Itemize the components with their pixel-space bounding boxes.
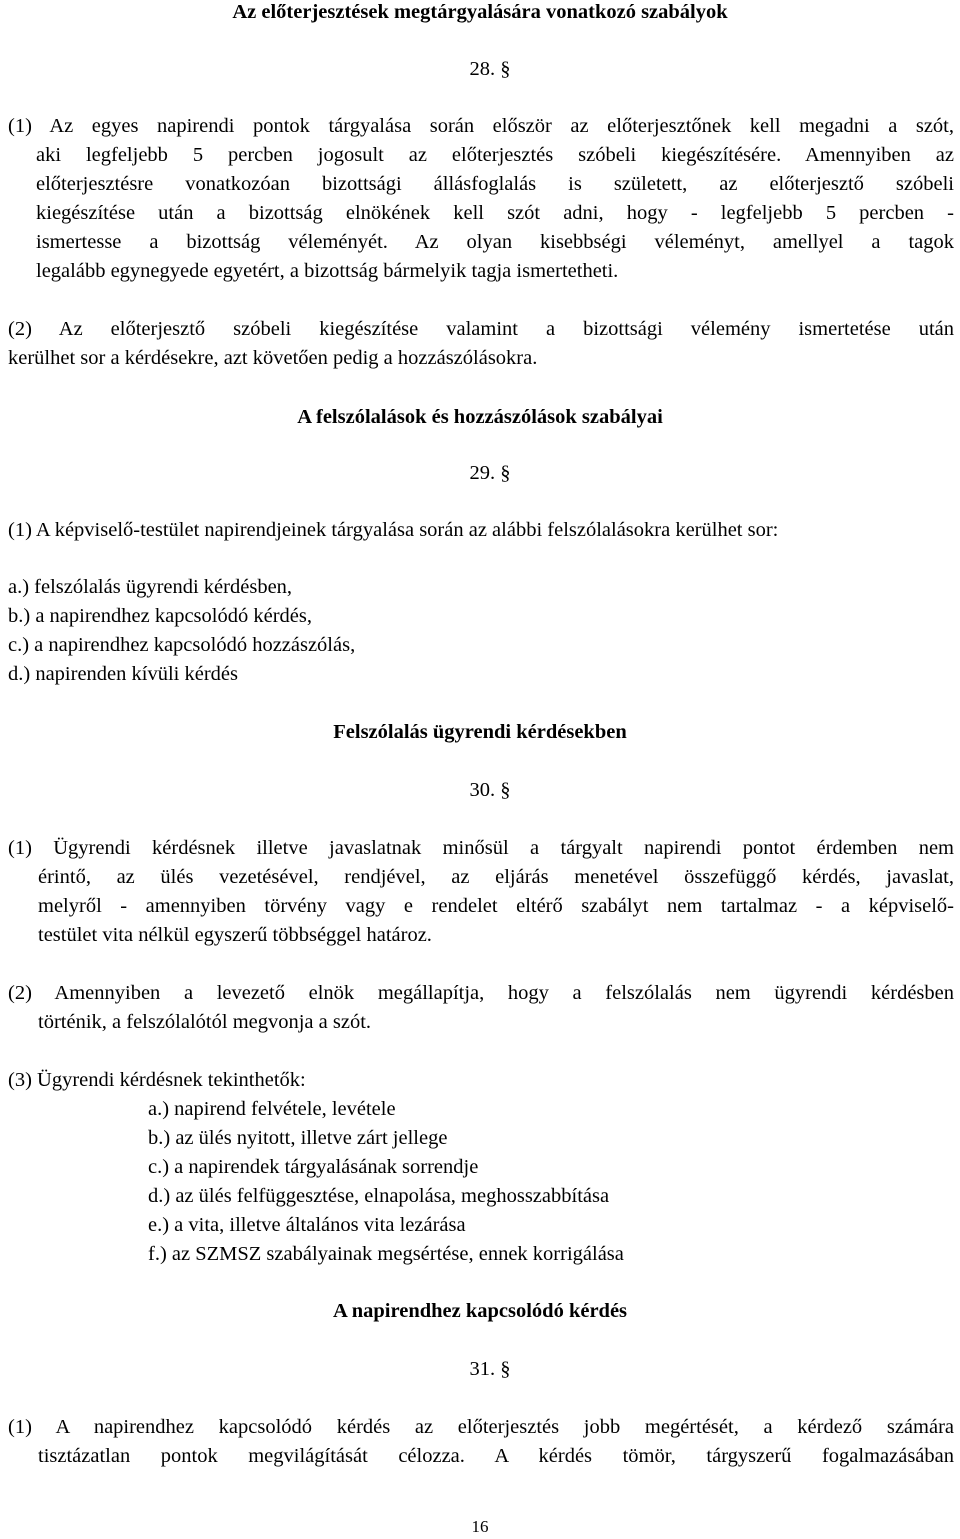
paragraph-line: érintő, az ülés vezetésével, rendjével, az eljárás menetével összefüggő kérdés, javaslat,: [38, 866, 954, 888]
paragraph-line: ismertesse a bizottság véleményét. Az olyan kisebbségi véleményt, amellyel a tagok: [36, 231, 954, 253]
paragraph-line: (2) Amennyiben a levezető elnök megállapítja, hogy a felszólalás nem ügyrendi kérdésben: [8, 982, 954, 1004]
paragraph-line: tisztázatlan pontok megvilágítását célozza. A kérdés tömör, tárgyszerű fogalmazásában: [38, 1445, 954, 1467]
section-29-paragraph-1: (1) A képviselő-testület napirendjeinek tárgyalása során az alábbi felszólalásokra kerülhet sor:: [8, 519, 779, 541]
section-30-paragraph-3: (3) Ügyrendi kérdésnek tekinthetők:: [8, 1069, 306, 1091]
paragraph-line: kiegészítése után a bizottság elnökének kell szót adni, hogy - legfeljebb 5 percben -: [36, 202, 954, 224]
paragraph-line: előterjesztésre vonatkozóan bizottsági állásfoglalás is született, az előterjesztő szóbeli: [36, 173, 954, 195]
list-item: c.) a napirendhez kapcsolódó hozzászólás,: [8, 634, 356, 656]
list-item: b.) a napirendhez kapcsolódó kérdés,: [8, 605, 312, 627]
section-29-title: A felszólalások és hozzászólások szabályai: [297, 406, 663, 428]
list-item: c.) a napirendek tárgyalásának sorrendje: [148, 1156, 479, 1178]
list-item: a.) felszólalás ügyrendi kérdésben,: [8, 576, 293, 598]
list-item: d.) az ülés felfüggesztése, elnapolása, meghosszabbítása: [148, 1185, 610, 1207]
section-28-paragraph-1: [8, 112, 954, 286]
section-30-list: [148, 1095, 624, 1269]
list-item: d.) napirenden kívüli kérdés: [8, 663, 238, 685]
section-31-number: 31. §: [469, 1358, 511, 1380]
section-28-paragraph-2: [8, 315, 954, 373]
paragraph-line: (1) A napirendhez kapcsolódó kérdés az előterjesztés jobb megértését, a kérdező számára: [8, 1416, 954, 1438]
section-30-paragraph-2: [8, 979, 954, 1037]
section-30-paragraph-1: [8, 834, 954, 950]
list-item: a.) napirend felvétele, levétele: [148, 1098, 396, 1120]
paragraph-line: testület vita nélkül egyszerű többséggel határoz.: [38, 924, 432, 946]
section-28-number: 28. §: [469, 58, 511, 80]
paragraph-line: legalább egynegyede egyetért, a bizottság bármelyik tagja ismertetheti.: [36, 260, 619, 282]
page-number: 16: [471, 1517, 489, 1536]
section-29-list: [8, 573, 355, 689]
paragraph-line: aki legfeljebb 5 percben jogosult az előterjesztés szóbeli kiegészítésére. Amennyiben az: [36, 144, 954, 166]
paragraph-line: történik, a felszólalótól megvonja a szót.: [38, 1011, 372, 1033]
list-item: e.) a vita, illetve általános vita lezárása: [148, 1214, 466, 1236]
paragraph-line: (2) Az előterjesztő szóbeli kiegészítése valamint a bizottsági vélemény ismertetése után: [8, 318, 954, 340]
section-28-title: Az előterjesztések megtárgyalására vonatkozó szabályok: [232, 1, 728, 23]
paragraph-line: kerülhet sor a kérdésekre, azt követően pedig a hozzászólásokra.: [8, 347, 538, 369]
paragraph-line: melyről - amennyiben törvény vagy e rendelet eltérő szabályt nem tartalmaz - a képviselő-: [38, 895, 954, 917]
list-item: f.) az SZMSZ szabályainak megsértése, ennek korrigálása: [148, 1243, 624, 1265]
section-30-number: 30. §: [469, 779, 511, 801]
section-29-number: 29. §: [469, 462, 511, 484]
section-31-paragraph-1: [8, 1413, 954, 1471]
paragraph-line: (1) Az egyes napirendi pontok tárgyalása során először az előterjesztőnek kell megadni a szót,: [8, 115, 954, 137]
section-31-title: A napirendhez kapcsolódó kérdés: [332, 1300, 628, 1322]
list-item: b.) az ülés nyitott, illetve zárt jellege: [148, 1127, 448, 1149]
paragraph-line: (1) Ügyrendi kérdésnek illetve javaslatnak minősül a tárgyalt napirendi pontot érdemben nem: [8, 837, 954, 859]
section-30-title: Felszólalás ügyrendi kérdésekben: [333, 721, 627, 743]
